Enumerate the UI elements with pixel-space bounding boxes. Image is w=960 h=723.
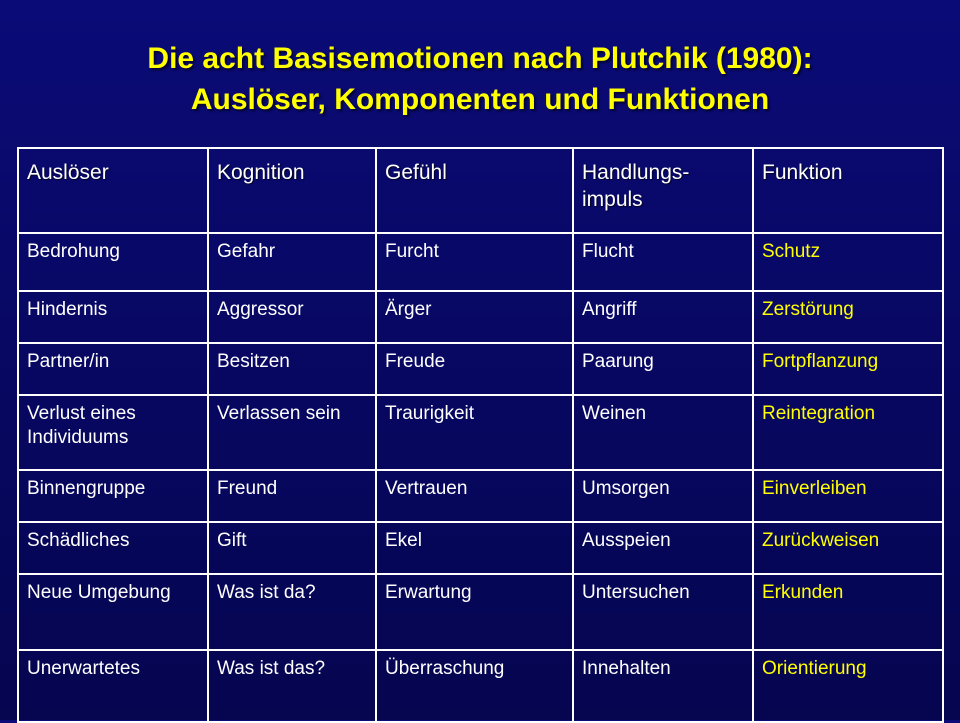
cell-kognition: Was ist das?: [208, 650, 376, 722]
cell-gefuehl: Ärger: [376, 291, 573, 343]
emotions-table: [17, 147, 944, 723]
table-row: [18, 470, 943, 522]
cell-gefuehl: Ekel: [376, 522, 573, 574]
cell-kognition: Gift: [208, 522, 376, 574]
slide-title-line-2: Auslöser, Komponenten und Funktionen: [190, 83, 770, 116]
cell-ausloeser: Unerwartetes: [18, 650, 208, 722]
cell-funktion: Reintegration: [753, 395, 943, 470]
cell-ausloeser: Neue Umgebung: [18, 574, 208, 650]
table-row: [18, 343, 943, 395]
slide-title-line-1: Die acht Basisemotionen nach Plutchik (1980):: [147, 42, 813, 75]
cell-ausloeser: Bedrohung: [18, 233, 208, 291]
cell-funktion: Orientierung: [753, 650, 943, 722]
header-ausloeser: Auslöser: [18, 148, 208, 233]
cell-kognition: Aggressor: [208, 291, 376, 343]
cell-ausloeser: Hindernis: [18, 291, 208, 343]
cell-funktion: Schutz: [753, 233, 943, 291]
cell-handlungsimpuls: Paarung: [573, 343, 753, 395]
header-handlungsimpuls: Handlungs- impuls: [573, 148, 753, 233]
cell-funktion: Fortpflanzung: [753, 343, 943, 395]
cell-funktion: Zurückweisen: [753, 522, 943, 574]
header-gefuehl: Gefühl: [376, 148, 573, 233]
cell-ausloeser: Partner/in: [18, 343, 208, 395]
cell-kognition: Was ist da?: [208, 574, 376, 650]
table-row: [18, 291, 943, 343]
cell-gefuehl: Erwartung: [376, 574, 573, 650]
table-row: [18, 574, 943, 650]
cell-handlungsimpuls: Ausspeien: [573, 522, 753, 574]
cell-kognition: Besitzen: [208, 343, 376, 395]
cell-handlungsimpuls: Angriff: [573, 291, 753, 343]
cell-handlungsimpuls: Umsorgen: [573, 470, 753, 522]
table-row: [18, 522, 943, 574]
cell-funktion: Erkunden: [753, 574, 943, 650]
cell-kognition: Verlassen sein: [208, 395, 376, 470]
table-row: [18, 650, 943, 722]
cell-ausloeser: Schädliches: [18, 522, 208, 574]
cell-gefuehl: Vertrauen: [376, 470, 573, 522]
cell-kognition: Freund: [208, 470, 376, 522]
cell-handlungsimpuls: Weinen: [573, 395, 753, 470]
table-header-row: [18, 148, 943, 233]
cell-ausloeser: Verlust eines Individuums: [18, 395, 208, 470]
cell-handlungsimpuls: Flucht: [573, 233, 753, 291]
cell-gefuehl: Furcht: [376, 233, 573, 291]
header-kognition: Kognition: [208, 148, 376, 233]
cell-funktion: Zerstörung: [753, 291, 943, 343]
cell-kognition: Gefahr: [208, 233, 376, 291]
header-funktion: Funktion: [753, 148, 943, 233]
table-row: [18, 395, 943, 470]
cell-gefuehl: Überraschung: [376, 650, 573, 722]
cell-handlungsimpuls: Innehalten: [573, 650, 753, 722]
cell-gefuehl: Traurigkeit: [376, 395, 573, 470]
cell-gefuehl: Freude: [376, 343, 573, 395]
slide-title: [0, 38, 960, 120]
table-row: [18, 233, 943, 291]
cell-funktion: Einverleiben: [753, 470, 943, 522]
cell-ausloeser: Binnengruppe: [18, 470, 208, 522]
cell-handlungsimpuls: Untersuchen: [573, 574, 753, 650]
